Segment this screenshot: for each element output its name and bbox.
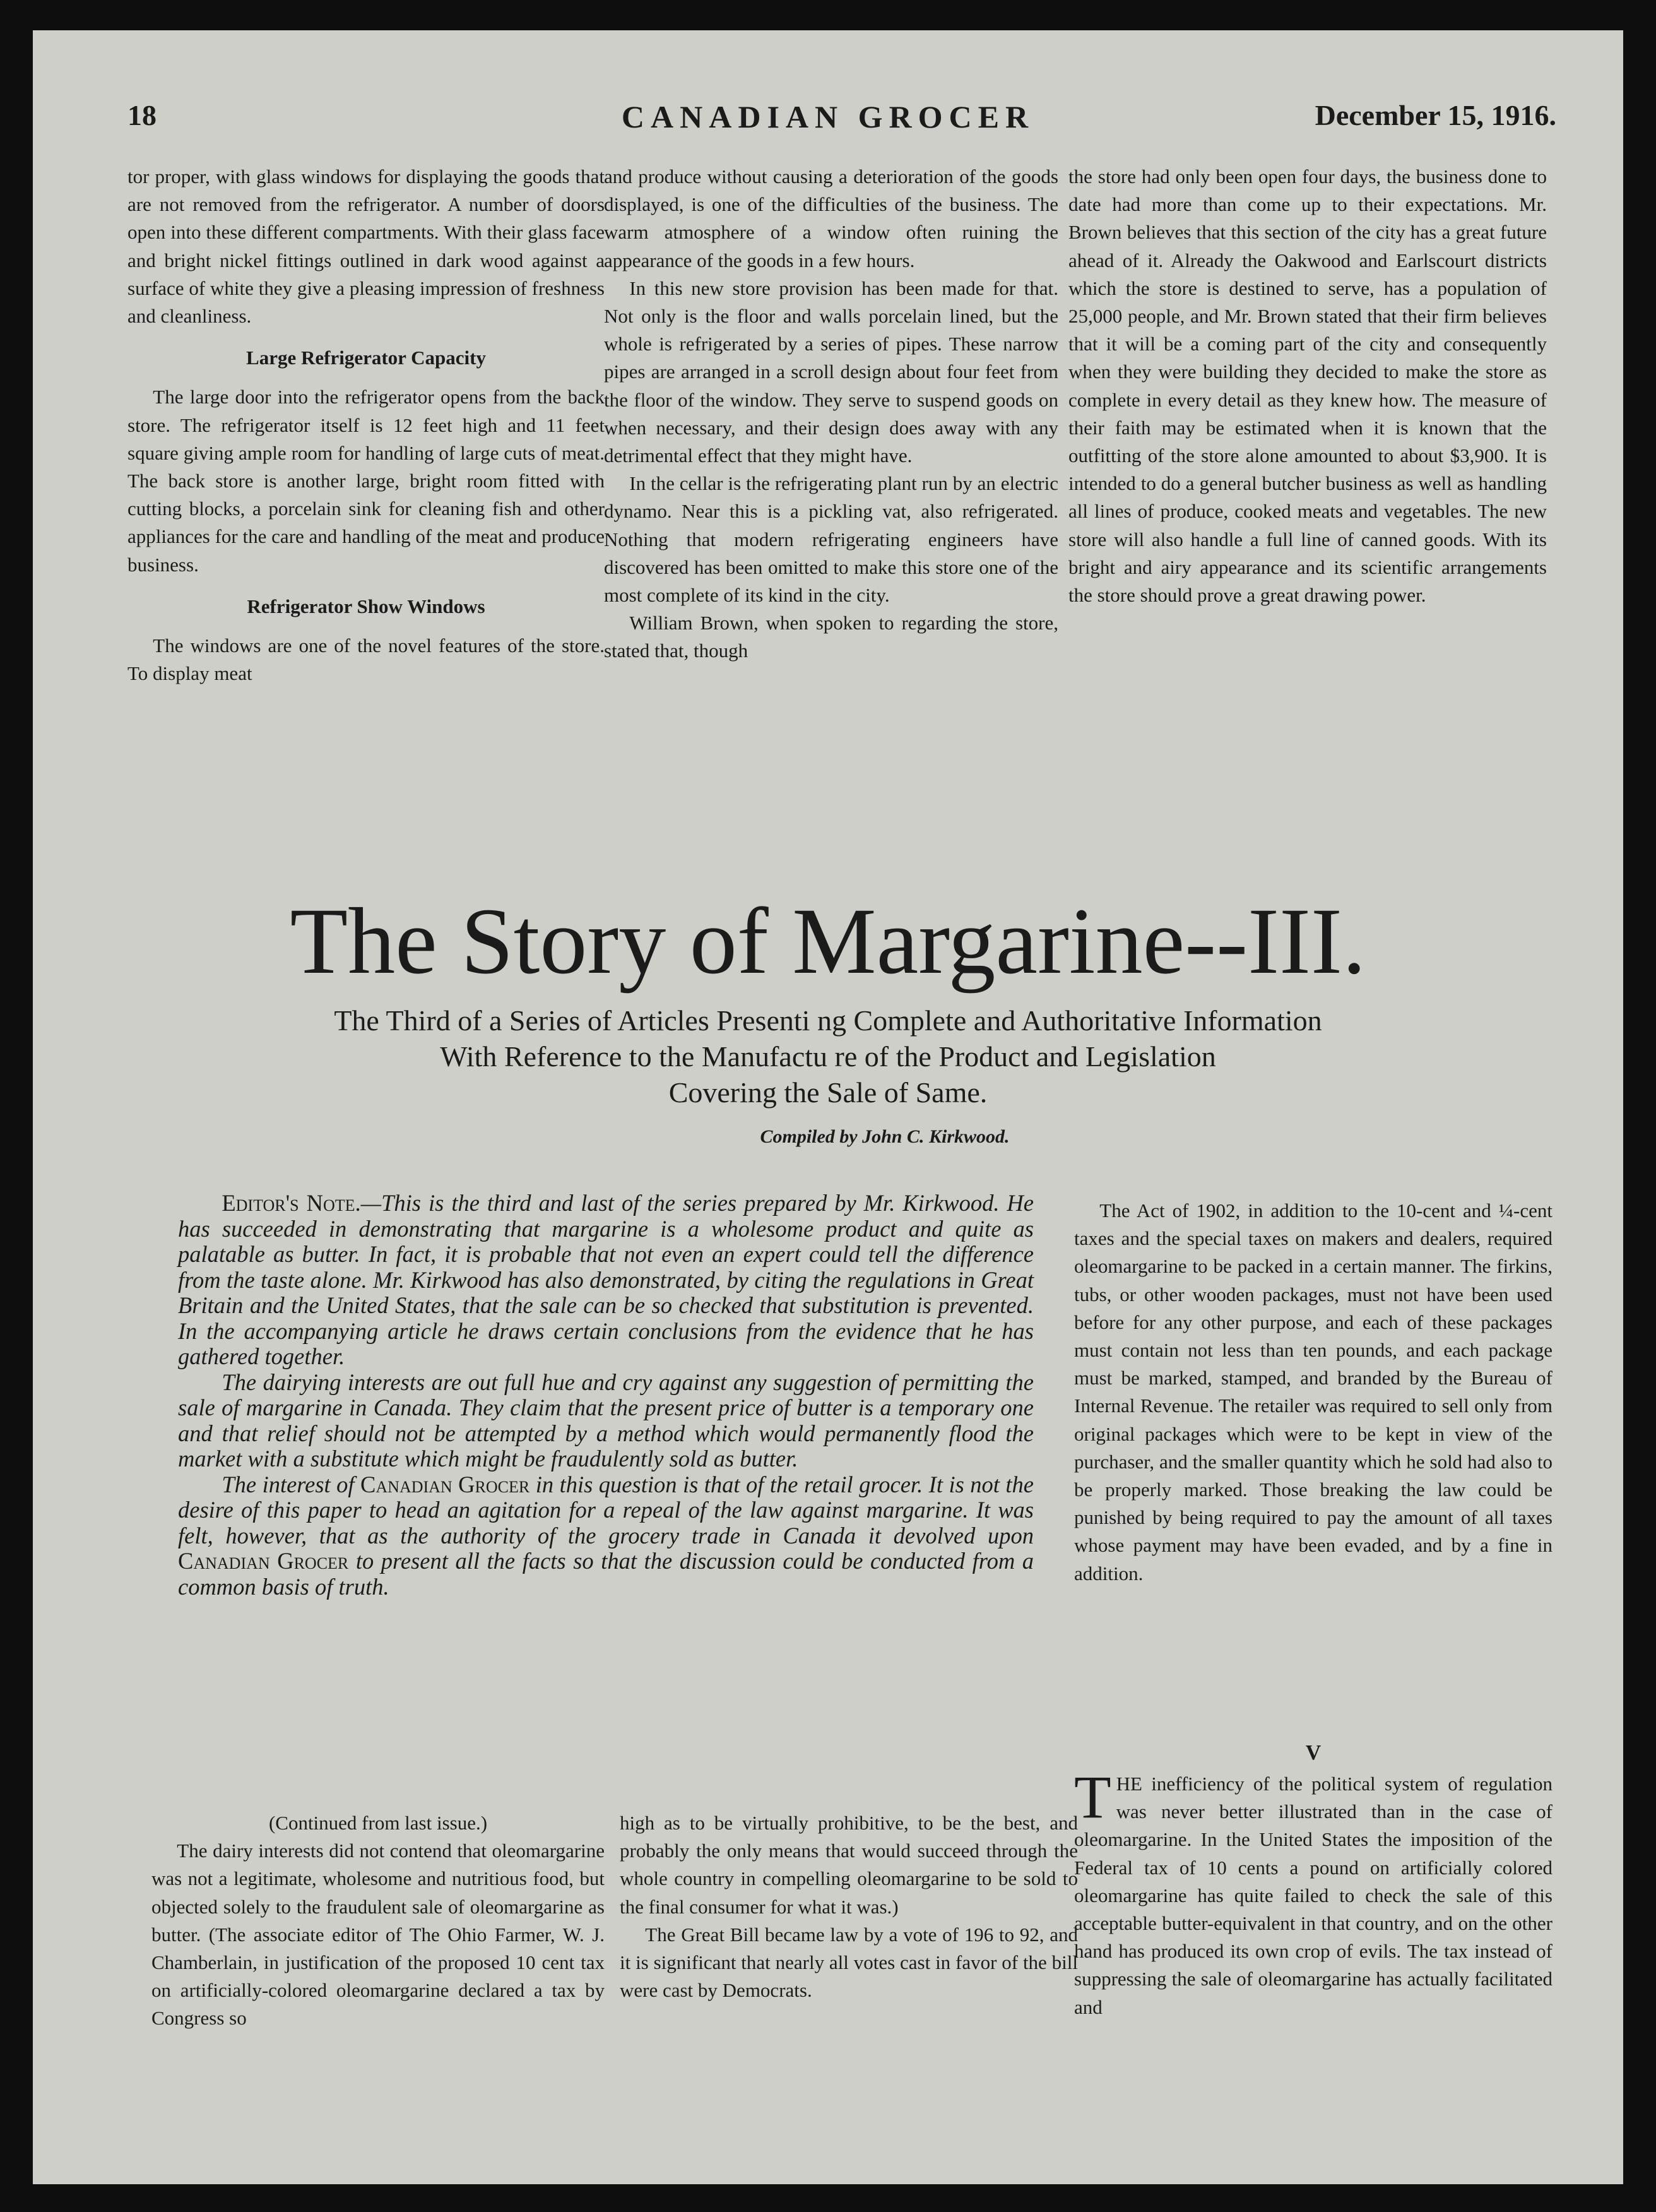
byline: Compiled by John C. Kirkwood. — [760, 1126, 1010, 1147]
subheading-show-windows: Refrigerator Show Windows — [247, 595, 485, 617]
paragraph: The windows are one of the novel features of the store. To display meat — [127, 634, 605, 685]
deck-line: With Reference to the Manufactu re of the Product and Legislation — [440, 1040, 1216, 1073]
paragraph: In the cellar is the refrigerating plant run by an electric dynamo. Near this is a pickling vat, also refrigerated. Nothing that modern refrigerating engineers have discovered has been omitted to make this store one of the most complete of its kind in the city. — [604, 472, 1058, 607]
editors-note — [178, 1191, 1034, 1600]
deck-line: Covering the Sale of Same. — [668, 1076, 988, 1109]
paragraph: high as to be virtually prohibitive, to be the best, and probably the only means that would succeed through the whole country in compelling oleomargarine to be sold to the final consumer for what it was.) — [620, 1812, 1078, 1918]
article-deck — [191, 1002, 1465, 1110]
editors-note-paragraph: The dairying interests are out full hue and cry against any suggestion of permitting the sale of margarine in Canada. They claim that the present price of butter is a temporary one and that relief should not be attempted by a method which would permanently flood the market with a substitute which might be fraudulently sold as butter. — [178, 1369, 1034, 1472]
paragraph: The dairy interests did not contend that oleomargarine was not a legitimate, wholesome and nutritious food, but objected solely to the fraudulent sale of oleomargarine as butter. (The associate editor of The Ohio Farmer, W. J. Chamberlain, in justification of the proposed 10 cent tax on artificially-colored oleomargarine declared a tax by Congress so — [151, 1840, 605, 2030]
issue-date: December 15, 1916. — [1315, 99, 1556, 131]
paragraph: The large door into the refrigerator opens from the back store. The refrigerator itself is 12 feet high and 11 feet square giving ample room for handling of large cuts of meat. The back store is another large, bright room fitted with cutting blocks, a porcelain sink for cleaning fish and other appliances for the care and handling of the meat and produce business. — [127, 386, 605, 576]
text-run: in this question is that of the retail grocer. It is not the desire of this paper to head an agitation for a repeal of the law against margarine. It was felt, however, that as the authority of the grocery trade in Canada it devolved upon — [178, 1471, 1034, 1549]
paragraph: The Great Bill became law by a vote of 196 to 92, and it is significant that nearly all votes cast in favor of the bill were cast by Democrats. — [620, 1923, 1078, 2002]
article-right-column-top — [1074, 1197, 1552, 1588]
top-article-column-2 — [604, 163, 1058, 665]
paragraph: tor proper, with glass windows for displaying the goods that are not removed from the refrigerator. A number of doors open into these different compartments. With their glass face and bright nickel fittings outlined in dark wood against a surface of white they give a pleasing impression of freshness and cleanliness. — [127, 165, 605, 328]
editors-note-label: Editor's Note. — [222, 1190, 361, 1216]
article-headline: The Story of Margarine--III. — [290, 889, 1366, 994]
paragraph: William Brown, when spoken to regarding the store, stated that, though — [604, 612, 1058, 662]
continued-note: (Continued from last issue.) — [268, 1812, 488, 1834]
deck-line: The Third of a Series of Articles Presenti ng Complete and Authoritative Information — [334, 1004, 1322, 1037]
article-right-column-bottom — [1074, 1763, 1552, 2021]
newspaper-page — [33, 30, 1623, 2184]
top-article-column-1 — [127, 163, 605, 687]
subheading-refrigerator-capacity: Large Refrigerator Capacity — [246, 347, 486, 369]
paragraph: The Act of 1902, in addition to the 10-cent and ¼-cent taxes and the special taxes on makers and dealers, required oleomargarine to be packed in a certain manner. The firkins, tubs, or other wooden packages, must not have been used before for any other purpose, and each of these packages must contain not less than ten pounds, and each package must be marked, stamped, and branded by the Bureau of Internal Revenue. The retailer was required to sell only from original packages which were to be kept in view of the purchaser, and the smaller quantity which he sold had also to be properly marked. Those breaking the law could be punished by being required to pay the amount of all taxes whose payment may have been evaded, and by a fine in addition. — [1074, 1199, 1552, 1585]
editors-note-text: —This is the third and last of the series prepared by Mr. Kirkwood. He has succeeded in demonstrating that margarine is a wholesome product and quite as palatable as butter. In fact, it is probable that not even an expert could tell the difference from the taste alone. Mr. Kirkwood has also demonstrated, by citing the regulations in Great Britain and the United States, that the sale can be so checked that substitution is prevented. In the accompanying article he draws certain conclusions from the evidence that he has gathered together. — [178, 1190, 1034, 1369]
article-middle-column — [620, 1809, 1078, 2004]
top-article-column-3 — [1068, 163, 1547, 609]
paragraph: In this new store provision has been made for that. Not only is the floor and walls porcelain lined, but the whole is refrigerated by a series of pipes. These narrow pipes are arranged in a scroll design about four feet from the floor of the window. They serve to suspend goods on when necessary, and their design does away with any detrimental effect that they might have. — [604, 276, 1058, 467]
page-number: 18 — [127, 99, 157, 131]
publication-name: Canadian Grocer — [360, 1471, 530, 1497]
masthead: CANADIAN GROCER — [621, 99, 1035, 134]
text-run: The interest of — [222, 1471, 361, 1497]
article-left-column — [151, 1809, 605, 2033]
paragraph-text: HE inefficiency of the political system of regulation was never better illustrated than in the case of oleomargarine. In the United States the imposition of the Federal tax of 10 cents a pound on artificially colored oleomargarine has quite failed to check the sale of this acceptable butter-equivalent in that country, and on the other hand has produced its own crop of evils. The tax instead of suppressing the sale of oleomargarine has actually facilitated and — [1074, 1773, 1552, 2018]
text-run: to present all the facts so that the discussion could be conducted from a common basis of truth. — [178, 1548, 1034, 1600]
paragraph: the store had only been open four days, the business done to date had more than come up to their expectations. Mr. Brown believes that this section of the city has a great future ahead of it. Already the Oakwood and Earlscourt districts which the store is destined to serve, has a population of 25,000 people, and Mr. Brown stated that their firm believes that it will be a coming part of the city and consequently when they were building they decided to make the store as complete in every detail as they knew how. The measure of their faith may be estimated when it is known that the outfitting of the store alone amounted to about $3,900. It is intended to do a general butcher business as well as handling all lines of produce, cooked meats and vegetables. The new store will also handle a full line of canned goods. With its bright and airy appearance and its scientific arrangements the store should prove a great drawing power. — [1068, 165, 1547, 607]
drop-cap: T — [1074, 1763, 1111, 1831]
publication-name: Canadian Grocer — [178, 1548, 349, 1574]
paragraph: and produce without causing a deterioration of the goods displayed, is one of the difficulties of the business. The warm atmosphere of a window often ruining the appearance of the goods in a few hours. — [604, 165, 1058, 271]
section-number: V — [1305, 1741, 1322, 1764]
